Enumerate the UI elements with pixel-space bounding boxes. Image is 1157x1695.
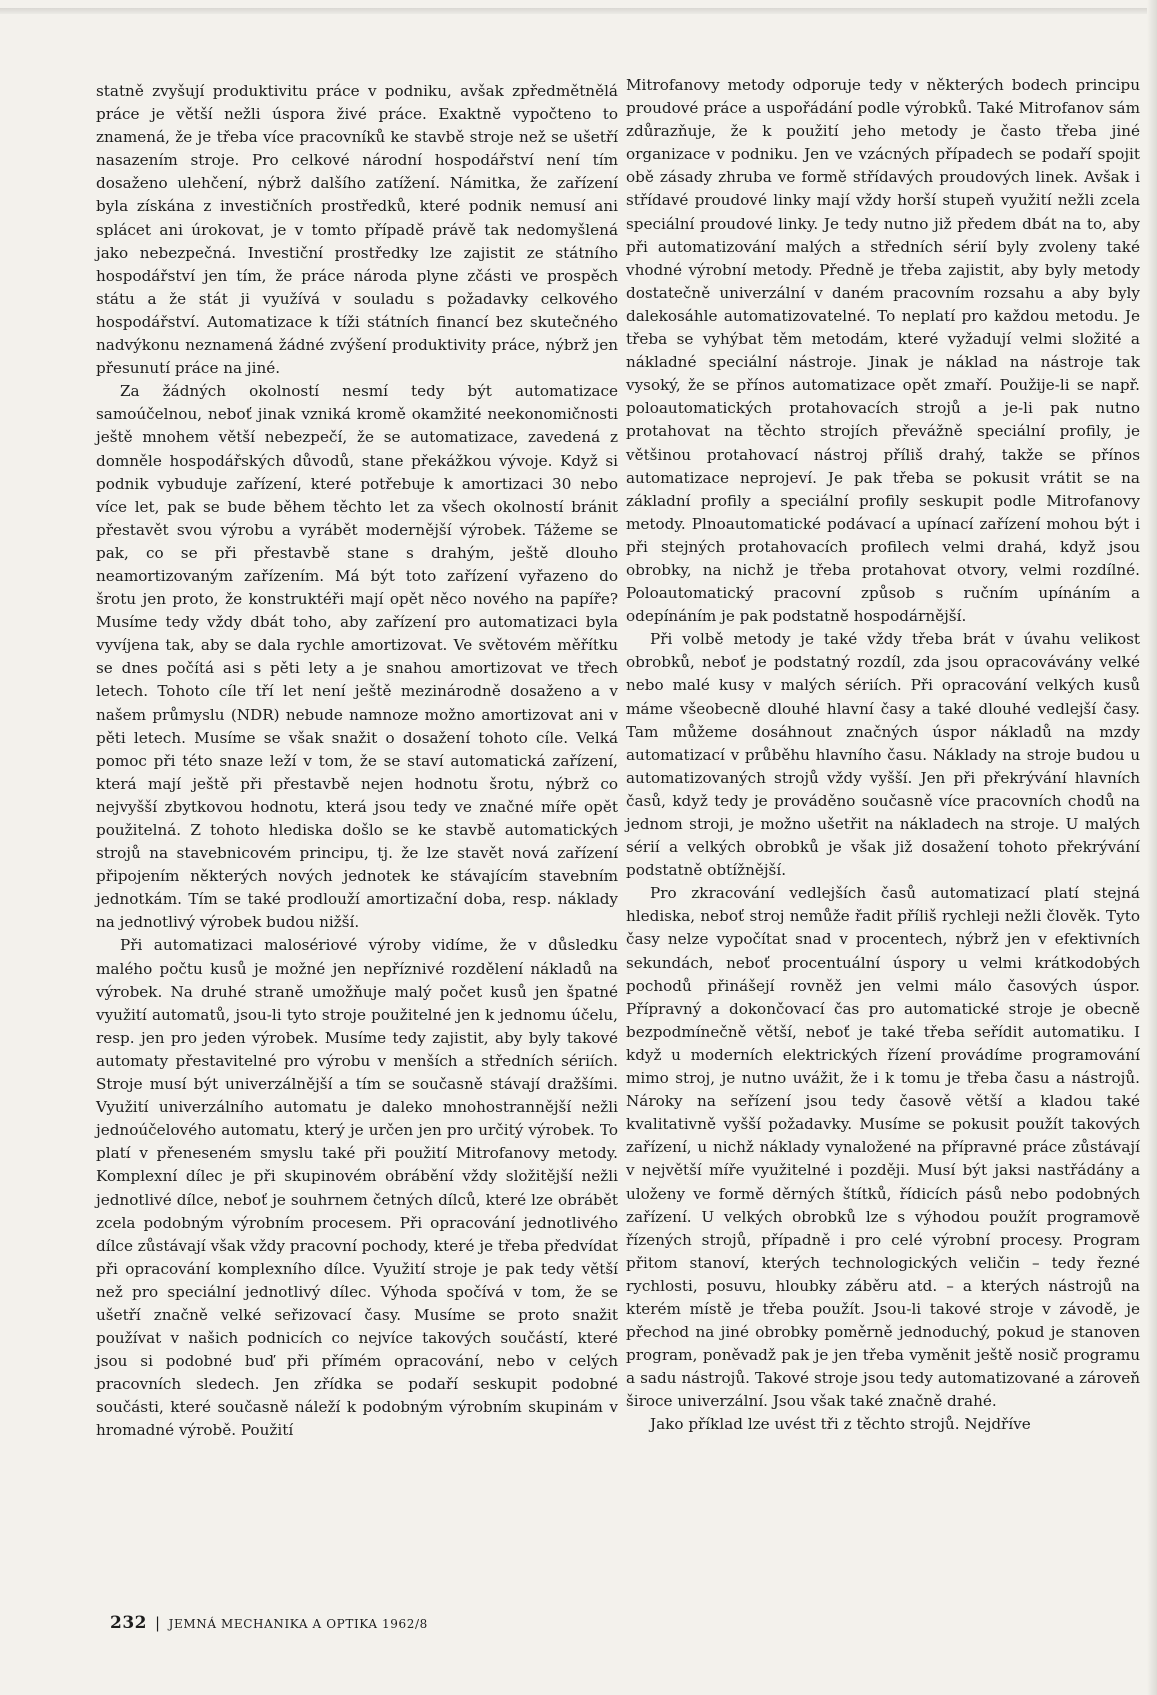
left-paragraph-2: Za žádných okolností nesmí tedy být automatizace samoúčelnou, neboť jinak vzniká kromě okamžité neekonomičnosti ještě mnohem větší nebezpečí, že se automatizace, zavedená z domněle hospodářských důvodů, stane překážkou vývoje. Když si podnik vybuduje zařízení, které potřebuje k amortizaci 30 nebo více let, pak se bude během těchto let za všech okolností bránit přestavět svou výrobu a vyrábět modernější výrobek. Tážeme se pak, co se při přestavbě stane s drahým, ještě dlouho neamortizovaným zařízením. Má být toto zařízení vyřazeno do šrotu jen proto, že konstruktéři mají opět něco nového na papíře? Musíme tedy vždy dbát toho, aby zařízení pro automatizaci byla vyvíjena tak, aby se dala rychle amortizovat. Ve světovém měřítku se dnes počítá asi s pěti lety a je snahou amortizovat ve třech letech. Tohoto cíle tří let není ještě mezinárodně dosaženo a v našem průmyslu (NDR) nebude namnoze možno amortizovat ani v pěti letech. Musíme se však snažit o dosažení tohoto cíle. Velká pomoc při této snaze leží v tom, že se staví automatická zařízení, která mají ještě při přestavbě nejen hodnotu šrotu, nýbrž co nejvyšší zbytkovou hodnotu, která jsou tedy ve značné míře opět použitelná. Z tohoto hlediska došlo se ke stavbě automatických strojů na stavebnicovém principu, tj. že lze stavět nová zařízení připojením některých nových jednotek ke stávajícím stavebním jednotkám. Tím se také prodlouží amortizační doba, resp. náklady na jednotlivý výrobek budou nižší. bbox=[96, 382, 618, 932]
right-column bbox=[626, 74, 1140, 1437]
page-footer bbox=[110, 1613, 428, 1633]
footer-separator: | bbox=[155, 1614, 161, 1632]
left-column bbox=[96, 80, 618, 1443]
right-paragraph-1: Mitrofanovy metody odporuje tedy v některých bodech principu proudové práce a uspořádání podle výrobků. Také Mitrofanov sám zdůrazňuje, že k použití jeho metody je často třeba jiné organizace v podniku. Jen ve vzácných případech se podaří spojit obě zásady zhruba ve formě střídavých proudových linek. Avšak i střídavé proudové linky mají vždy horší stupeň využití nežli zcela speciální proudové linky. Je tedy nutno již předem dbát na to, aby při automatizování malých a středních sérií byly zvoleny také vhodné výrobní metody. Předně je třeba zajistit, aby byly metody dostatečně univerzální v daném pracovním rozsahu a aby byly dalekosáhle automatizovatelné. To neplatí pro každou metodu. Je třeba se vyhýbat těm metodám, které vyžadují velmi složité a nákladné speciální nástroje. Jinak je náklad na nástroje tak vysoký, že se přínos automatizace opět zmaří. Použije-li se např. poloautomatických protahovacích strojů a je-li pak nutno protahovat na těchto strojích převážně speciální profily, je většinou protahovací nástroj příliš drahý, takže se přínos automatizace neprojeví. Je pak třeba se pokusit vrátit se na základní profily a speciální profily seskupit podle Mitrofanovy metody. Plnoautomatické podávací a upínací zařízení mohou být i při stejných protahovacích profilech velmi drahá, když jsou obrobky, na nichž je třeba protahovat otvory, velmi rozdílné. Poloautomatický pracovní způsob s ručním upínáním a odepínáním je pak podstatně hospodárnější. bbox=[626, 76, 1140, 626]
left-paragraph-1: statně zvyšují produktivitu práce v podniku, avšak zpředmětnělá práce je větší nežli úspora živé práce. Exaktně vypočteno to znamená, že je třeba více pracovníků ke stavbě stroje než se ušetří nasazením stroje. Pro celkové národní hospodářství není tím dosaženo ulehčení, nýbrž dalšího zatížení. Námitka, že zařízení byla získána z investičních prostředků, které podnik nemusí ani splácet ani úrokovat, je v tomto případě právě tak nedomyšlená jako nebezpečná. Investiční prostředky lze zajistit ze státního hospodářství jen tím, že práce národa plyne zčásti ve prospěch státu a že stát ji využívá v souladu s požadavky celkového hospodářství. Automatizace k tíži státních financí bez skutečného nadvýkonu neznamená žádné zvýšení produktivity práce, nýbrž jen přesunutí práce na jiné. bbox=[96, 82, 618, 378]
page-right-edge bbox=[1147, 0, 1157, 1695]
page-number: 232 bbox=[110, 1613, 147, 1633]
left-paragraph-3: Při automatizaci malosériové výroby vidíme, že v důsledku malého počtu kusů je možné jen nepříznivé rozdělení nákladů na výrobek. Na druhé straně umožňuje malý počet kusů jen špatné využití automatů, jsou-li tyto stroje použitelné jen k jednomu účelu, resp. jen pro jeden výrobek. Musíme tedy zajistit, aby byly takové automaty přestavitelné pro výrobu v menších a středních sériích. Stroje musí být univerzálnější a tím se současně stávají dražšími. Využití univerzálního automatu je daleko mnohostrannější nežli jednoúčelového automatu, který je určen jen pro určitý výrobek. To platí v přeneseném smyslu také při použití Mitrofanovy metody. Komplexní dílec je při skupinovém obrábění vždy složitější nežli jednotlivé dílce, neboť je souhrnem četných dílců, které lze obrábět zcela podobným výrobním procesem. Při opracování jednotlivého dílce zůstávají však vždy pracovní pochody, které je třeba předvídat při opracování komplexního dílce. Využití stroje je pak tedy větší než pro speciální jednotlivý dílec. Výhoda spočívá v tom, že se ušetří značně velké seřizovací časy. Musíme se proto snažit používat v našich podnicích co nejvíce takových součástí, které jsou si podobné buď při přímém opracování, nebo v celých pracovních sledech. Jen zřídka se podaří seskupit podobné součásti, které současně náleží k podobným výrobním skupinám v hromadné výrobě. Použití bbox=[96, 936, 618, 1440]
right-paragraph-2: Při volbě metody je také vždy třeba brát v úvahu velikost obrobků, neboť je podstatný rozdíl, zda jsou opracovávány velké nebo malé kusy v malých sériích. Při opracování velkých kusů máme všeobecně dlouhé hlavní časy a také dlouhé vedlejší časy. Tam můžeme dosáhnout značných úspor nákladů na mzdy automatizací v průběhu hlavního času. Náklady na stroje budou u automatizovaných strojů vždy vyšší. Jen při překrývání hlavních časů, když tedy je prováděno současně více pracovních chodů na jednom stroji, je možno ušetřit na nákladech na stroje. U malých sérií a velkých obrobků je však již dosažení tohoto překrývání podstatně obtížnější. bbox=[626, 630, 1140, 880]
top-edge-line bbox=[0, 8, 1157, 14]
right-paragraph-4: Jako příklad lze uvést tři z těchto strojů. Nejdříve bbox=[650, 1415, 1031, 1434]
journal-title: JEMNÁ MECHANIKA A OPTIKA 1962/8 bbox=[168, 1617, 428, 1631]
right-paragraph-3: Pro zkracování vedlejších časů automatizací platí stejná hlediska, neboť stroj nemůže řadit příliš rychleji nežli člověk. Tyto časy nelze vypočítat snad v procentech, nýbrž jen v efektivních sekundách, neboť procentuální úspory u velmi krátkodobých pochodů přinášejí rovněž jen velmi málo časových úspor. Přípravný a dokončovací čas pro automatické stroje je obecně bezpodmínečně větší, neboť je také třeba seřídit automatiku. I když u moderních elektrických řízení provádíme programování mimo stroj, je nutno uvážit, že i k tomu je třeba času a nástrojů. Nároky na seřízení jsou tedy časově větší a kladou také kvalitativně vyšší požadavky. Musíme se pokusit použít takových zařízení, u nichž náklady vynaložené na přípravné práce zůstávají v největší míře využitelné i později. Musí být jaksi nastřádány a uloženy ve formě děrných štítků, řídicích pásů nebo podobných zařízení. U velkých obrobků lze s výhodou použít programově řízených strojů, případně i pro celé výrobní procesy. Program přitom stanoví, kterých technologických veličin – tedy řezné rychlosti, posuvu, hloubky záběru atd. – a kterých nástrojů na kterém místě je třeba použít. Jsou-li takové stroje v závodě, je přechod na jiné obrobky poměrně jednoduchý, pokud je stanoven program, poněvadž pak je jen třeba vyměnit ještě nosič programu a sadu nástrojů. Takové stroje jsou tedy automatizované a zároveň široce univerzální. Jsou však také značně drahé. bbox=[626, 884, 1140, 1411]
